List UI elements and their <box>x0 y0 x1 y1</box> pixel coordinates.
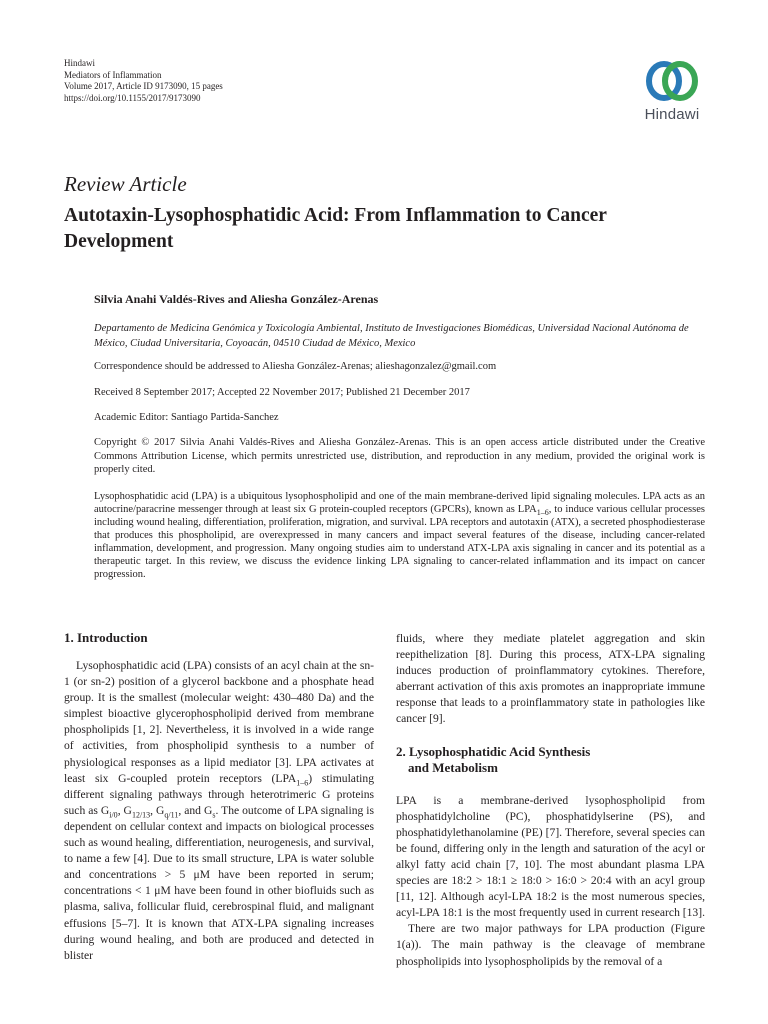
intro-text: , G <box>117 803 132 817</box>
intro-text: . The outcome of LPA signaling is dependent on cellular context and impacts on biological processes such as wound healing, differentiation, neurogenesis, and survival, to name a few [4]. Due to its small structure, LPA is water soluble and concentrations > 5 μM have been reported in serum; concentrations < 1 μM have been found in other biofluids such as plasma, saliva, follicular fluid, cerebrospinal fluid, and malignant effusions [5–7]. It is known that ATX-LPA signaling increases during wound healing, and both are produced and detected in blister <box>64 803 375 962</box>
academic-editor: Academic Editor: Santiago Partida-Sanchez <box>94 412 279 423</box>
right-column <box>396 631 705 970</box>
volume-line: Volume 2017, Article ID 9173090, 15 pages <box>64 81 223 91</box>
subscript: 12/13 <box>131 810 151 820</box>
hindawi-logo-icon <box>643 58 701 104</box>
intro-paragraph <box>64 658 374 964</box>
abstract <box>94 490 705 581</box>
subscript: 1–6 <box>296 777 309 787</box>
abstract-text-cont: , to induce various cellular processes including wound healing, differentiation, proliferation, migration, and survival. LPA receptors and autotaxin (ATX), a secreted phosphodiesterase that produces this phospholipid, are overexpressed in many cancers and impact several features of the disease, including cancer-related inflammation, development, and progression. Many ongoing studies aim to understand ATX-LPA axis signaling in cancer and its potential as a therapeutic target. In this review, we discuss the evidence linking LPA signaling to cancer-related inflammation and its impact on cancer progression. <box>94 504 705 580</box>
intro-text: , G <box>150 803 165 817</box>
left-column <box>64 658 374 964</box>
subscript: s <box>212 810 216 820</box>
copyright-notice: Copyright © 2017 Silvia Anahi Valdés-Rives and Aliesha González-Arenas. This is an open access article distributed under the Creative Commons Attribution License, which permits unrestricted use, distribution, and reproduction in any medium, provided the original work is properly cited. <box>94 437 705 475</box>
hindawi-logo <box>636 58 708 132</box>
article-title: Autotaxin-Lysophosphatidic Acid: From Inflammation to Cancer Development <box>64 205 607 252</box>
body-paragraph: LPA is a membrane-derived lysophospholipid from phosphatidylcholine (PC), phosphatidylserine (PS), and phosphatidylethanolamine (PE) [7]. Therefore, several species can be found, differing only in the length and saturation of the acyl or alkyl fatty acid chain [7, 10]. The most abundant plasma LPA species are 18:2 > 18:1 ≥ 18:0 > 16:0 > 20:4 with an acyl group [11, 12]. Although acyl-LPA 18:2 is the most numerous species, acyl-LPA 18:1 is the most frequently used in current research [13]. <box>396 793 705 920</box>
intro-text: Lysophosphatidic acid (LPA) consists of an acyl chain at the sn-1 (or sn-2) position of a glycerol backbone and a phosphate head group. It is the smallest (molecular weight: 430–480 Da) and the simplest bioactive glycerophospholipid derived from membrane phospholipids [1, 2]. Nevertheless, it is involved in a wide range of activities, from phospholipid synthesis to a number of physiological responses as a lipid mediator [3]. LPA activates at least six G-coupled protein receptors (LPA <box>64 659 374 785</box>
journal-name: Mediators of Inflammation <box>64 69 162 80</box>
logo-wordmark: Hindawi <box>644 106 700 123</box>
journal-info <box>64 58 223 104</box>
section-heading-synthesis <box>396 744 705 776</box>
heading-line: and Metabolism <box>408 759 498 775</box>
intro-text: ) stimulating different signaling pathways through heterotrimeric G proteins such as G <box>64 771 374 817</box>
authors: Silvia Anahi Valdés-Rives and Aliesha González-Arenas <box>94 292 379 306</box>
subscript: i/0 <box>109 810 118 820</box>
publication-dates: Received 8 September 2017; Accepted 22 November 2017; Published 21 December 2017 <box>94 387 470 398</box>
intro-text: , and G <box>178 803 213 817</box>
body-paragraph: fluids, where they mediate platelet aggregation and skin reepithelization [8]. During this process, ATX-LPA signaling induces production of proinflammatory cytokines. Therefore, aberrant activation of this axis promotes an inappropriate immune response that leads to a proinflammatory state in pathologies like cancer [9]. <box>396 632 705 726</box>
section-heading-introduction: 1. Introduction <box>64 630 148 645</box>
body-paragraph: There are two major pathways for LPA production (Figure 1(a)). The main pathway is the cleavage of membrane phospholipids into lysophospholipids by the removal of a <box>396 922 705 968</box>
publisher-name: Hindawi <box>64 58 95 68</box>
subscript: q/11 <box>164 810 179 820</box>
correspondence: Correspondence should be addressed to Aliesha González-Arenas; alieshagonzalez@gmail.com <box>94 361 497 372</box>
affiliation: Departamento de Medicina Genómica y Toxicología Ambiental, Instituto de Investigaciones Biomédicas, Universidad Nacional Autónoma de México, Ciudad Universitaria, Coyoacán, 04510 Ciudad de México, Mexico <box>94 323 689 349</box>
abstract-text: Lysophosphatidic acid (LPA) is a ubiquitous lysophospholipid and one of the main membrane-derived lipid signaling molecules. LPA acts as an autocrine/paracrine messenger through at least six G protein-coupled receptors (GPCRs), known as LPA <box>94 491 705 515</box>
heading-line: 2. Lysophosphatidic Acid Synthesis <box>396 743 591 759</box>
doi-link[interactable]: https://doi.org/10.1155/2017/9173090 <box>64 92 201 103</box>
abstract-subscript: 1–6 <box>536 508 549 518</box>
article-type: Review Article <box>64 172 187 196</box>
